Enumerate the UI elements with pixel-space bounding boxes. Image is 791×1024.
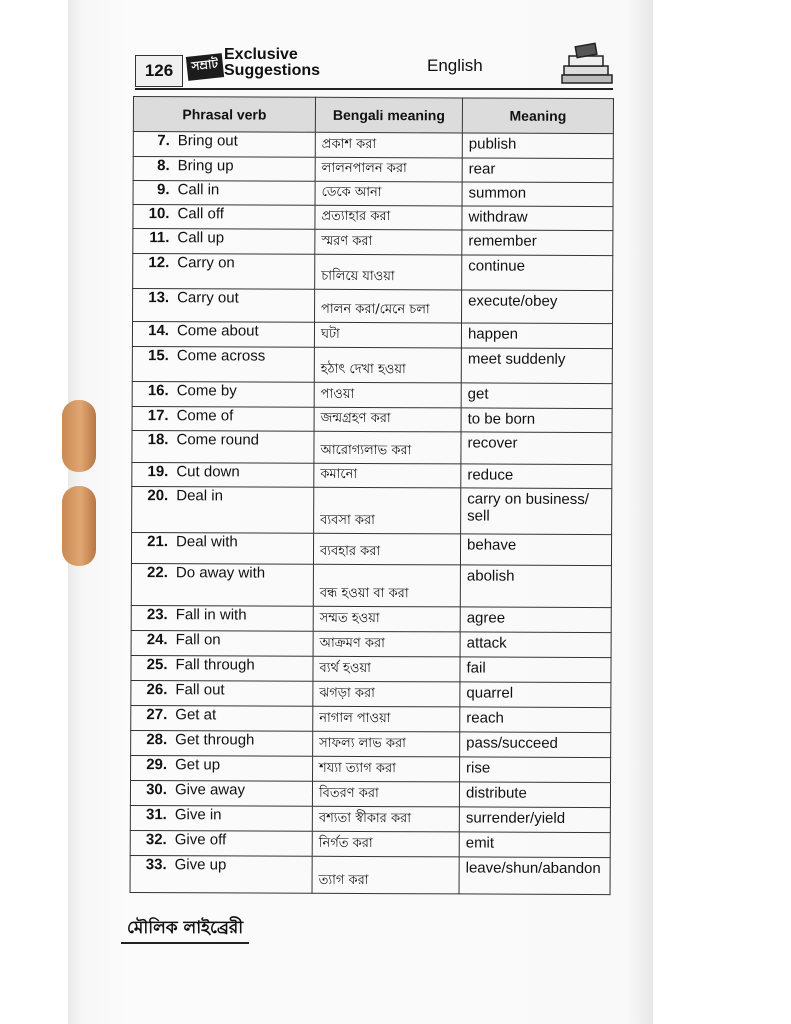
phrasal-verb-text: Give in [174,806,222,824]
page-number: 126 [135,55,183,87]
phrasal-verb-cell [131,532,313,564]
english-meaning-cell: remember [462,230,613,256]
table-row [131,563,611,607]
english-meaning-cell: leave/shun/abandon [459,857,610,895]
row-number: 19. [147,463,169,481]
bengali-meaning-cell: পালন করা/মেনে চলা [315,289,462,323]
phrasal-verb-cell [132,406,314,431]
phrasal-verb-cell [133,157,315,182]
english-meaning-cell: summon [462,182,613,207]
row-number: 8. [157,157,170,175]
english-meaning-cell: get [461,383,612,409]
brand-title-line2: Suggestions [224,62,321,79]
phrasal-verb-cell [131,655,313,681]
table-row [132,430,612,464]
table-row [131,705,611,732]
bengali-meaning-cell: সম্মত হওয়া [313,606,460,632]
english-meaning-cell: to be born [461,408,612,433]
phrasal-verb-cell [131,755,313,781]
phrasal-verb-cell [131,605,313,631]
table-row [132,381,612,408]
phrasal-verb-text: Give off [174,831,227,849]
english-meaning-cell: distribute [459,782,610,808]
bengali-meaning-cell: জন্মগ্রহণ করা [314,407,461,432]
table-row [133,132,613,159]
phrasal-verb-text: Fall out [175,681,225,699]
row-number: 12. [148,254,170,272]
table-row [131,605,611,632]
phrasal-verb-cell [132,322,314,348]
row-number: 28. [146,731,168,749]
english-meaning-cell: abolish [460,565,611,608]
phrasal-verb-cell [132,486,314,533]
table-row [131,755,611,782]
phrasal-verb-cell [131,680,313,706]
phrasal-verb-cell [131,630,313,656]
row-number: 16. [147,382,169,400]
bengali-meaning-cell: ব্যবহার করা [313,533,460,565]
phrasal-verb-cell [133,132,315,158]
bengali-meaning-cell: ব্যর্থ হওয়া [313,656,460,682]
english-meaning-cell: rear [462,158,613,183]
bengali-meaning-cell: বিতরণ করা [312,781,459,807]
phrasal-verb-cell [130,855,312,893]
english-meaning-cell: continue [462,255,613,291]
phrasal-verb-text: Get at [175,706,217,724]
phrasal-verb-text: Give up [174,856,227,874]
brand-title-line1: Exclusive [224,46,298,63]
phrasal-verb-text: Call off [177,205,224,223]
table-row [130,855,610,894]
row-number: 10. [148,205,170,223]
brand-stamp-logo: সম্রাট [186,53,224,81]
row-number: 25. [146,656,168,674]
footer-library-label: মৌলিক লাইব্রেরী [121,916,249,944]
table-row [130,805,610,832]
phrasal-verb-cell [133,205,315,230]
english-meaning-cell: publish [462,133,613,159]
english-meaning-cell: agree [460,607,611,633]
phrasal-verb-text: Deal in [176,487,223,505]
phrasal-verb-cell [131,563,313,606]
phrasal-verb-cell [130,830,312,856]
english-meaning-cell: fail [460,657,611,683]
subject-title: English [427,56,483,75]
bengali-meaning-cell: পাওয়া [314,382,461,408]
column-header-bengali-meaning: Bengali meaning [315,97,462,133]
phrasal-verb-text: Call in [177,181,220,199]
table-row [132,322,612,349]
bengali-meaning-cell: বশ্যতা স্বীকার করা [312,806,459,832]
bengali-meaning-cell: সাফল্য লাভ করা [313,731,460,757]
bengali-meaning-cell: ত্যাগ করা [312,856,459,894]
phrasal-verb-cell [133,229,315,255]
phrasal-verb-text: Do away with [175,564,266,582]
phrasal-verb-text: Come by [176,382,237,400]
phrasal-verb-text: Deal with [176,533,238,551]
english-meaning-cell: execute/obey [462,290,613,324]
bengali-meaning-cell: প্রকাশ করা [315,132,462,158]
phrasal-verb-text: Come about [176,322,259,340]
phrasal-verb-text: Get through [175,731,255,749]
table-row [133,181,613,207]
phrasal-verb-cell [133,254,315,290]
row-number: 20. [147,487,169,505]
english-meaning-cell: happen [461,323,612,349]
bengali-meaning-cell: শয্যা ত্যাগ করা [313,756,460,782]
table-row [132,406,612,432]
phrasal-verb-cell [133,181,315,206]
row-number: 22. [147,564,168,582]
row-number: 9. [157,181,170,199]
english-meaning-cell: meet suddenly [461,348,612,384]
bengali-meaning-cell: ডেকে আনা [315,181,462,206]
table-row [131,532,611,565]
bengali-meaning-cell: চালিয়ে যাওয়া [315,254,462,290]
english-meaning-cell: surrender/yield [459,807,610,833]
bengali-meaning-cell: কমানো [314,463,461,488]
row-number: 29. [146,756,168,774]
bengali-meaning-cell: নির্গত করা [312,831,459,857]
books-stack-icon [560,42,614,86]
row-number: 23. [146,606,168,624]
row-number: 27. [146,706,168,724]
row-number: 24. [146,631,168,649]
bengali-meaning-cell: হঠাৎ দেখা হওয়া [314,347,461,383]
table-row [133,157,613,183]
phrasal-verb-text: Come across [176,347,266,365]
row-number: 15. [147,347,169,365]
table-row [131,630,611,657]
phrasal-verb-text: Come round [176,431,260,449]
thumb-finger-lower [62,486,96,566]
bengali-meaning-cell: বন্ধ হওয়া বা করা [313,564,460,607]
phrasal-verb-text: Carry out [177,289,239,307]
phrasal-verb-cell [130,780,312,806]
english-meaning-cell: reduce [461,464,612,489]
phrasal-verb-text: Bring up [177,157,234,175]
table-row [130,830,610,857]
english-meaning-cell: emit [459,832,610,858]
phrasal-verb-cell [132,462,314,487]
row-number: 31. [145,806,167,824]
row-number: 30. [146,781,168,799]
english-meaning-cell: attack [460,632,611,658]
bengali-meaning-cell: লালনপালন করা [315,157,462,182]
english-meaning-cell: rise [460,757,611,783]
english-meaning-cell: pass/succeed [460,732,611,758]
table-row [133,254,613,291]
english-meaning-cell: withdraw [462,206,613,231]
row-number: 18. [147,431,169,449]
row-number: 32. [145,831,167,849]
phrasal-verb-cell [132,430,314,463]
table-row [130,780,610,807]
english-meaning-cell: quarrel [460,682,611,708]
phrasal-verb-table [130,96,614,895]
table-body [130,132,613,895]
table-row [133,205,613,231]
row-number: 21. [147,533,169,551]
table-row [132,486,612,534]
row-number: 17. [147,407,169,425]
phrasal-verb-text: Get up [175,756,221,774]
table-row [132,462,612,488]
phrasal-verb-text: Fall through [175,656,255,674]
english-meaning-cell: behave [460,534,611,566]
phrasal-verb-cell [130,805,312,831]
table-row [132,346,612,383]
bengali-meaning-cell: ব্যবসা করা [314,487,461,534]
table-row [131,680,611,707]
table-header-row [133,97,613,134]
english-meaning-cell: reach [460,707,611,733]
bengali-meaning-cell: নাগাল পাওয়া [313,706,460,732]
phrasal-verb-cell [131,730,313,756]
table-row [133,229,613,256]
phrasal-verb-text: Cut down [176,463,240,481]
row-number: 33. [145,856,167,874]
phrasal-verb-text: Come of [176,407,234,425]
row-number: 14. [148,322,170,340]
phrasal-verb-cell [132,381,314,407]
row-number: 26. [146,681,168,699]
bengali-meaning-cell: আক্রমণ করা [313,631,460,657]
bengali-meaning-cell: আরোগ্যলাভ করা [314,431,461,464]
phrasal-verb-text: Fall on [175,631,221,649]
bengali-meaning-cell: ঝগড়া করা [313,681,460,707]
bengali-meaning-cell: স্মরণ করা [315,229,462,255]
row-number: 13. [148,289,170,307]
thumb-finger-upper [62,400,96,472]
row-number: 7. [157,132,170,150]
phrasal-verb-text: Bring out [177,132,238,150]
phrasal-verb-cell [133,289,315,323]
phrasal-verb-cell [131,705,313,731]
phrasal-verb-text: Fall in with [175,606,247,624]
row-number: 11. [149,229,170,247]
english-meaning-cell: recover [461,432,612,465]
column-header-meaning: Meaning [462,98,613,134]
header-rule [135,88,613,90]
english-meaning-cell: carry on business/ sell [461,488,612,535]
bengali-meaning-cell: প্রত্যাহার করা [315,205,462,230]
phrasal-verb-cell [132,346,314,382]
phrasal-verb-text: Carry on [177,254,235,272]
table-row [133,289,613,324]
table-row [131,655,611,682]
column-header-phrasal-verb: Phrasal verb [133,97,315,133]
table-row [131,730,611,757]
phrasal-verb-text: Call up [177,229,225,247]
bengali-meaning-cell: ঘটা [314,322,461,348]
phrasal-verb-text: Give away [174,781,246,799]
